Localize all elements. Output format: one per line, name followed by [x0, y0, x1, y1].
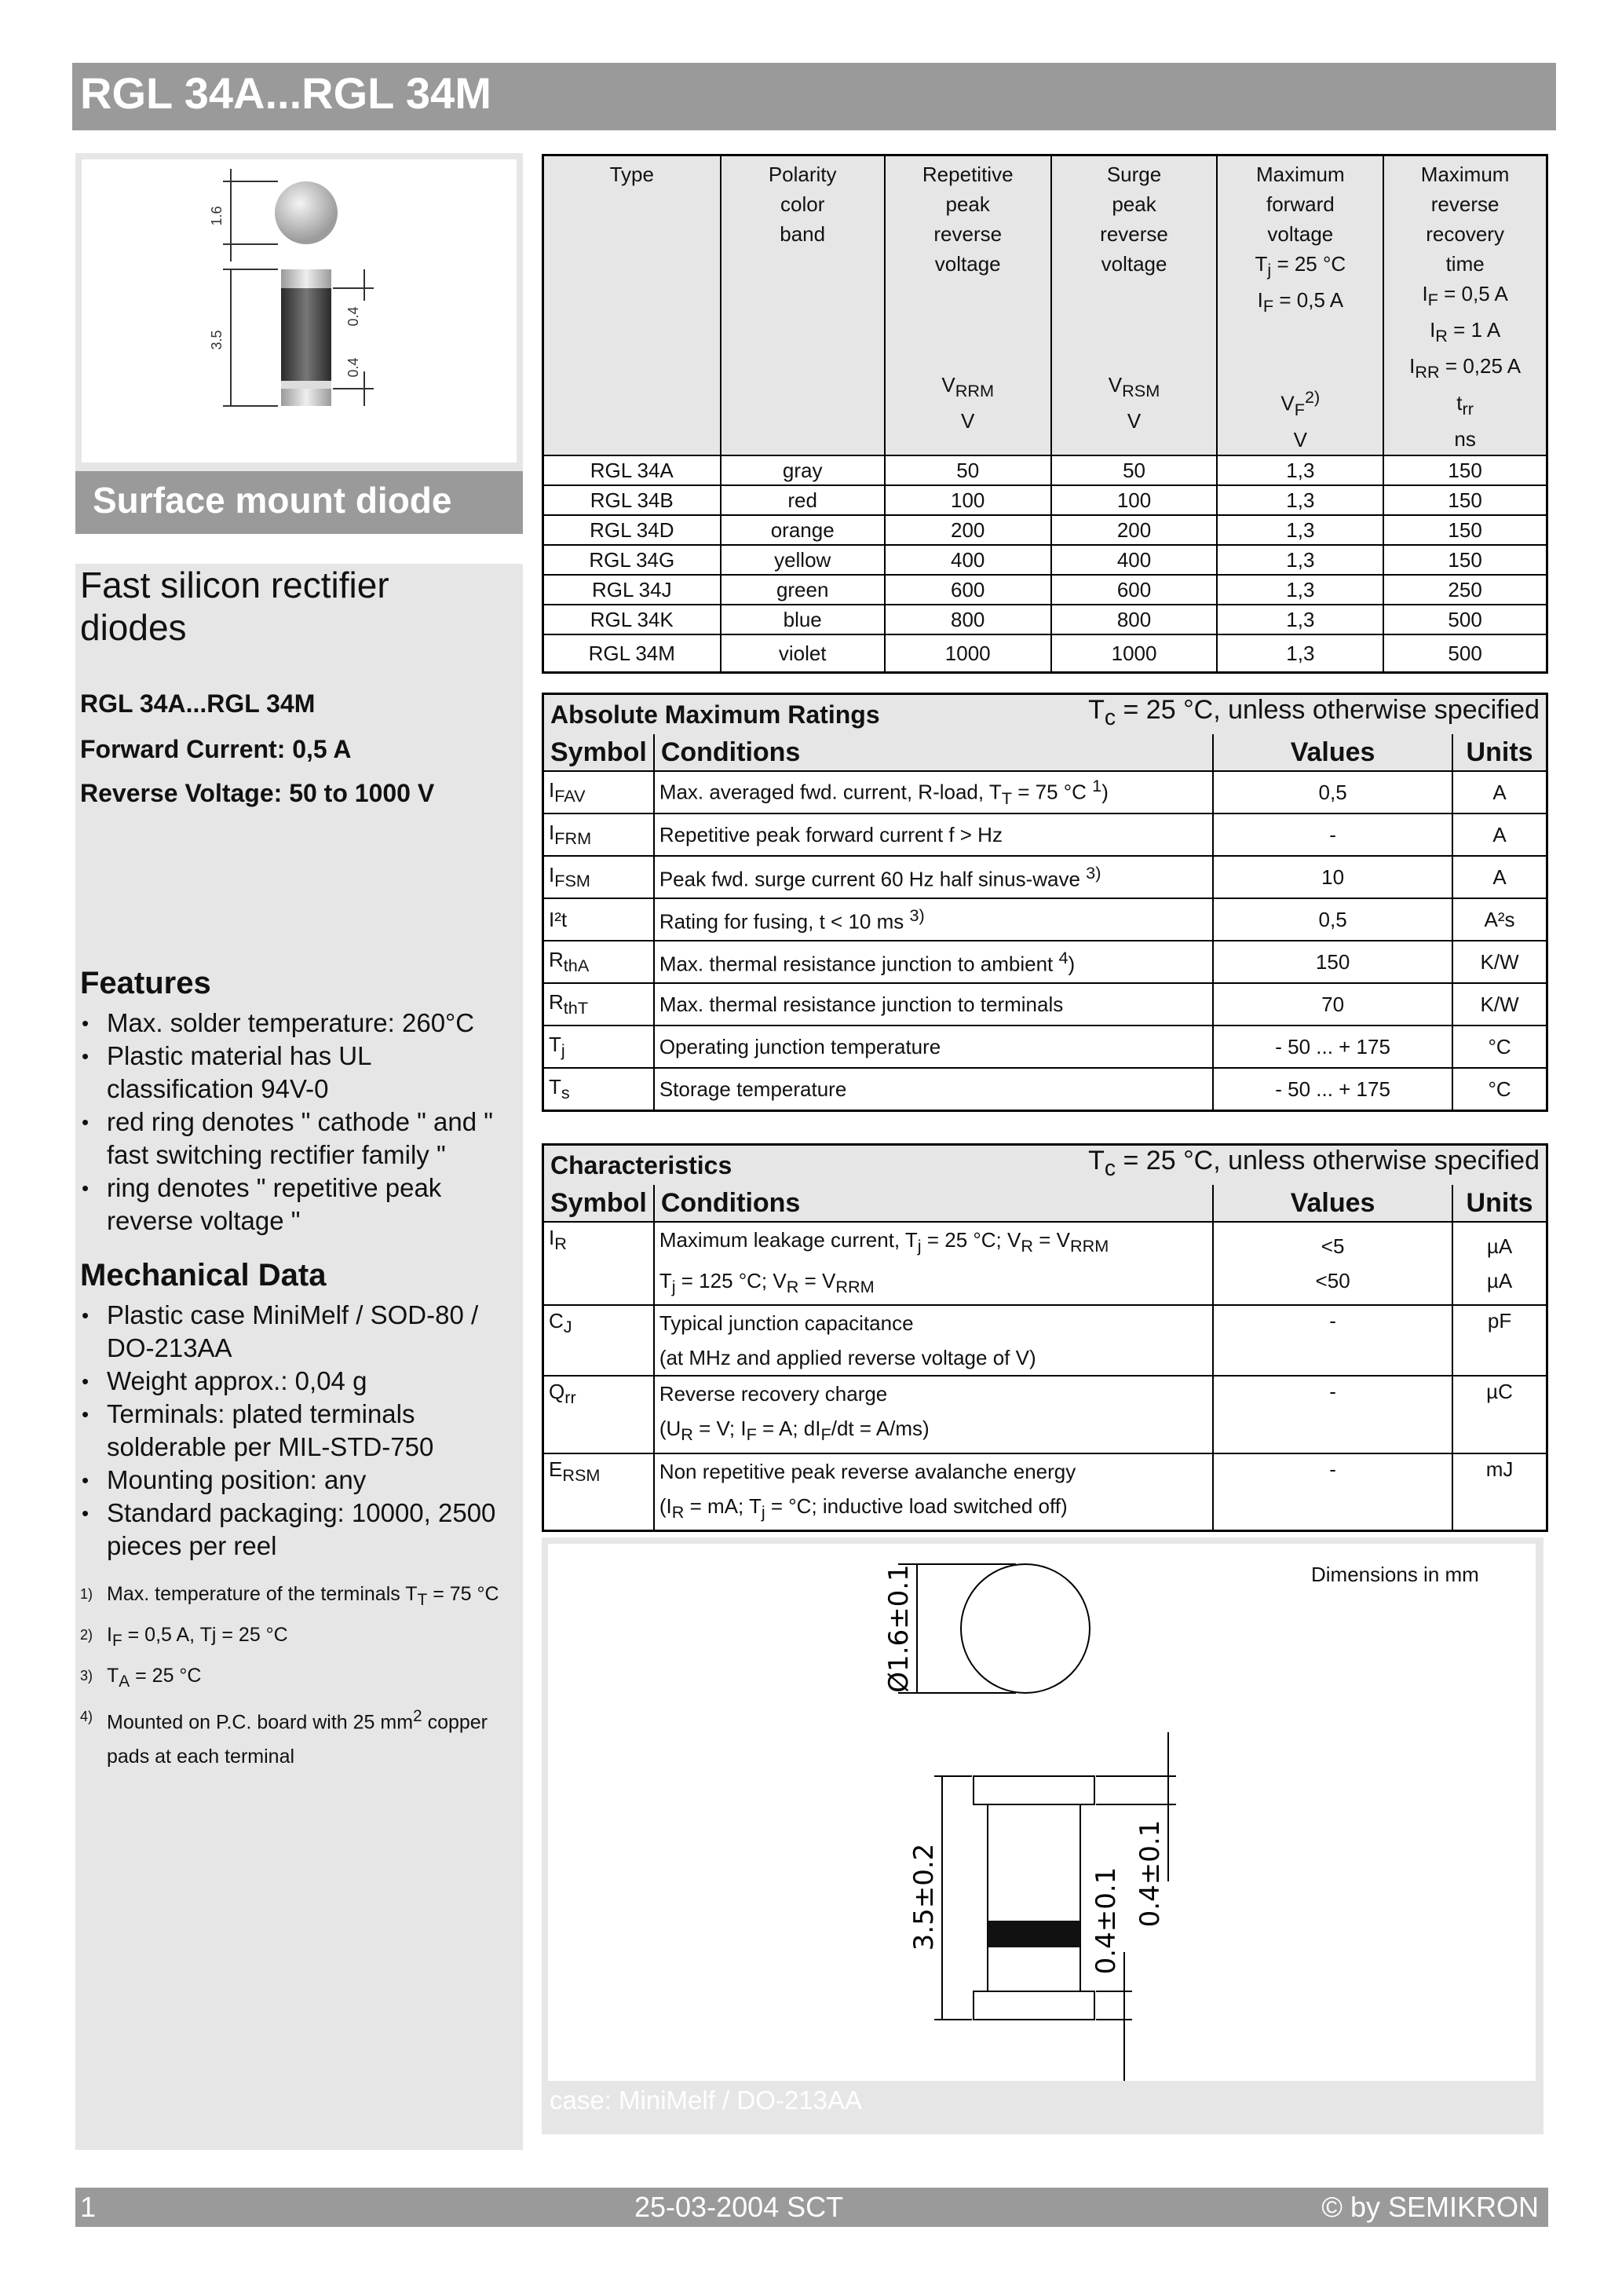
reverse-voltage: Reverse Voltage: 50 to 1000 V: [80, 779, 435, 807]
table-row: $Q_{rr}$ Reverse recovery charge ($U_R = V$; $I_F = A$; $dI_F/dt = A/ms$) - µC: [544, 1376, 1546, 1453]
dimension-drawing: [548, 1544, 1536, 2081]
type-table-header: [544, 156, 1546, 455]
footer-copyright: © by SEMIKRON: [1321, 2191, 1539, 2223]
table-row: $R_{thA}$ Max. thermal resistance junction to ambient $^4$) 150 K/W: [544, 941, 1546, 983]
table-row: $I_{FRM}$ Repetitive peak forward current f > Hz - A: [544, 813, 1546, 856]
header-polarity: Polarity color band: [721, 156, 885, 455]
feature-item: • red ring denotes " cathode " and " fast switching rectifier family ": [80, 1106, 520, 1172]
feature-item: • Max. solder temperature: 260°C: [80, 1007, 520, 1040]
table-row: RGL 34J green 600 600 1,3 250: [544, 575, 1546, 605]
page-title: RGL 34A...RGL 34M: [80, 68, 491, 118]
abs-max-condition-note: $T_c = 25$ °C, unless otherwise specified: [1088, 695, 1540, 730]
table-row: $I_{FAV}$ Max. averaged fwd. current, R-load, $T_T = 75$ °C $^1$) 0,5 A: [544, 771, 1546, 813]
cathode-band: [988, 1921, 1080, 1947]
dim-length: 3.5±0.2: [908, 1843, 940, 1951]
subtitle: Fast silicon rectifier diodes: [80, 565, 389, 648]
characteristics-title-row: [544, 1146, 1546, 1185]
left-info-panel: [75, 564, 523, 2150]
dim-diameter: Ø1.6±0.1: [883, 1564, 915, 1693]
title-bar: [72, 63, 1556, 130]
page-number: 1: [80, 2191, 97, 2223]
header-vrrm: Repetitive peak reverse voltage $V_{RRM}$ V: [885, 156, 1051, 455]
table-row: $T_s$ Storage temperature - 50 ... + 175 °C: [544, 1068, 1546, 1110]
footer-bar: [75, 2188, 1548, 2227]
part-range: RGL 34A...RGL 34M: [80, 689, 316, 718]
characteristics-column-header: Symbol Conditions Values Units: [544, 1185, 1546, 1222]
minimelf-dimension-svg: [548, 1544, 1536, 2081]
features-list: [80, 1007, 520, 1238]
dim-cap-2: 0.4±0.1: [1134, 1819, 1166, 1928]
mechanical-item: • Standard packaging: 10000, 2500 pieces per reel: [80, 1497, 520, 1563]
table-row: $E_{RSM}$ Non repetitive peak reverse avalanche energy ($I_R$ = mA; $T_j = ^\circ C$; inductive load switched off) - mJ: [544, 1453, 1546, 1530]
mechanical-item: • Mounting position: any: [80, 1464, 520, 1497]
type-table: [542, 154, 1548, 674]
table-row: $C_J$ Typical junction capacitance (at MHz and applied reverse voltage of V) - pF: [544, 1305, 1546, 1376]
header-type: Type: [544, 156, 721, 455]
characteristics-title: Characteristics: [550, 1150, 732, 1179]
table-row: $T_j$ Operating junction temperature - 50 ... + 175 °C: [544, 1026, 1546, 1068]
abs-max-title-row: [544, 695, 1546, 734]
dimensions-label: Dimensions in mm: [1311, 1563, 1479, 1586]
footnote: 1) Max. temperature of the terminals $T_T = 75$ °C: [80, 1583, 499, 1609]
header-vf: Maximum forward voltage $T_j = 25$ °C $I_F = 0,5$ A $V_F^{2)}$ V: [1217, 156, 1383, 455]
features-heading: Features: [80, 966, 211, 1000]
diode-sketch: [82, 159, 517, 462]
mechanical-heading: Mechanical Data: [80, 1258, 327, 1292]
dim-cap-1: 0.4±0.1: [1090, 1866, 1122, 1975]
abs-max-title: Absolute Maximum Ratings: [550, 700, 880, 729]
footnotes: [80, 1577, 520, 1774]
case-label: case: MiniMelf / DO-213AA: [550, 2086, 862, 2115]
header-vrsm: Surge peak reverse voltage $V_{RSM}$ V: [1051, 156, 1218, 455]
table-row: I²t Rating for fusing, t < 10 ms $^{3)}$ 0,5 A²s: [544, 898, 1546, 941]
forward-current: Forward Current: 0,5 A: [80, 735, 352, 763]
feature-item: • ring denotes " repetitive peak reverse voltage ": [80, 1172, 520, 1238]
mechanical-item: • Plastic case MiniMelf / SOD-80 / DO-213AA: [80, 1299, 520, 1365]
mechanical-item: • Terminals: plated terminals solderable per MIL-STD-750: [80, 1398, 520, 1464]
table-row: RGL 34A gray 50 50 1,3 150: [544, 455, 1546, 485]
table-row: RGL 34K blue 800 800 1,3 500: [544, 605, 1546, 634]
characteristics-condition-note: $T_c = 25$ °C, unless otherwise specified: [1088, 1146, 1540, 1181]
table-row: $I_R$ Maximum leakage current, $T_j = 25$ °C; $V_R = V_{RRM}$ $T_j = 125$ °C; $V_R = V_{RRM}$ <5 <50 µA µA: [544, 1222, 1546, 1305]
footnote: 3) $T_A = 25$ °C: [80, 1665, 202, 1691]
dim-small-4: 0.4: [345, 357, 361, 378]
abs-max-table: [542, 693, 1548, 1112]
table-row: $I_{FSM}$ Peak fwd. surge current 60 Hz half sinus-wave $^{3)}$ 10 A: [544, 856, 1546, 898]
table-row: RGL 34M violet 1000 1000 1,3 500: [544, 634, 1546, 671]
footnote: 4) Mounted on P.C. board with 25 $mm^2$ copper pads at each terminal: [80, 1707, 488, 1768]
end-view-circle: [275, 181, 338, 244]
mechanical-item: • Weight approx.: 0,04 g: [80, 1365, 520, 1398]
dim-small-2: 3.5: [209, 330, 225, 350]
surface-mount-text: Surface mount diode: [93, 480, 452, 521]
table-row: RGL 34D orange 200 200 1,3 150: [544, 515, 1546, 545]
table-row: $R_{thT}$ Max. thermal resistance junction to terminals 70 K/W: [544, 983, 1546, 1026]
table-row: RGL 34G yellow 400 400 1,3 150: [544, 545, 1546, 575]
dim-small-1: 1.6: [209, 206, 225, 226]
characteristics-table: [542, 1143, 1548, 1532]
abs-max-column-header: Symbol Conditions Values Units: [544, 734, 1546, 771]
dimensions-panel: [542, 1537, 1543, 2134]
mechanical-list: [80, 1299, 520, 1563]
dim-small-3: 0.4: [345, 306, 361, 327]
footer-date: 25-03-2004 SCT: [634, 2191, 844, 2223]
header-trr: Maximum reverse recovery time $I_F = 0,5$ A $I_R = 1$ A $I_{RR} = 0,25$ A $t_{rr}$ ns: [1383, 156, 1546, 455]
surface-mount-label: [75, 471, 523, 534]
footnote: 2) $I_F = 0,5$ A, Tj = 25 °C: [80, 1624, 288, 1650]
component-image: [82, 159, 517, 462]
feature-item: • Plastic material has UL classification 94V-0: [80, 1040, 520, 1106]
table-row: RGL 34B red 100 100 1,3 150: [544, 485, 1546, 515]
